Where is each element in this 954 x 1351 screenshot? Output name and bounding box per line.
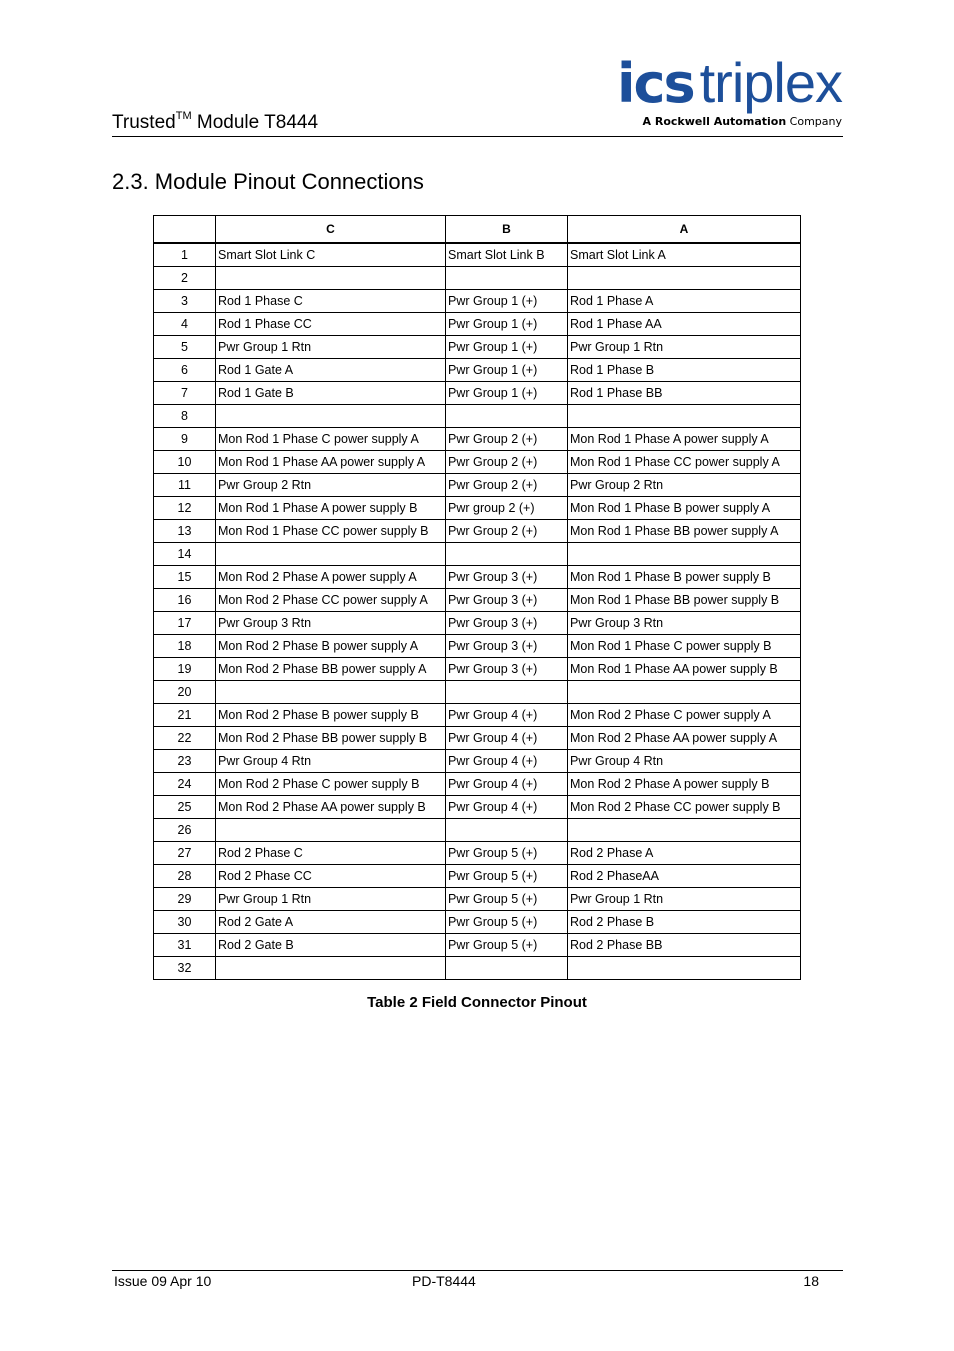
table-cell: Pwr Group 2 (+) [446,451,568,474]
table-cell [216,681,446,704]
table-cell: Mon Rod 1 Phase B power supply A [568,497,801,520]
table-row [154,865,801,888]
table-cell: Smart Slot Link A [568,243,801,267]
table-cell [568,957,801,980]
table-cell: Mon Rod 1 Phase BB power supply A [568,520,801,543]
table-cell: Rod 2 Phase B [568,911,801,934]
table-cell [446,405,568,428]
table-cell: Pwr Group 2 Rtn [568,474,801,497]
pin-number-cell: 9 [154,428,216,451]
pin-number-cell: 8 [154,405,216,428]
table-cell: Mon Rod 2 Phase A power supply A [216,566,446,589]
table-cell: Pwr Group 1 Rtn [216,888,446,911]
pin-number-cell: 2 [154,267,216,290]
pin-number-cell: 22 [154,727,216,750]
table-row [154,934,801,957]
table-cell: Pwr Group 3 Rtn [568,612,801,635]
table-row [154,589,801,612]
pin-number-cell: 5 [154,336,216,359]
table-cell: Rod 1 Phase A [568,290,801,313]
table-cell: Rod 1 Phase CC [216,313,446,336]
pin-number-cell: 23 [154,750,216,773]
table-cell [216,819,446,842]
table-cell [216,543,446,566]
pin-number-cell: 27 [154,842,216,865]
table-row [154,842,801,865]
pin-number-cell: 16 [154,589,216,612]
table-cell: Pwr Group 2 (+) [446,474,568,497]
table-cell [446,819,568,842]
table-cell: Pwr Group 3 Rtn [216,612,446,635]
table-row [154,428,801,451]
table-row [154,658,801,681]
table-cell: Mon Rod 1 Phase A power supply B [216,497,446,520]
table-cell: Mon Rod 2 Phase AA power supply A [568,727,801,750]
table-cell: Pwr Group 3 (+) [446,658,568,681]
table-body [154,243,801,980]
table-cell: Mon Rod 2 Phase CC power supply A [216,589,446,612]
table-cell: Pwr Group 2 (+) [446,428,568,451]
table-cell: Mon Rod 1 Phase AA power supply A [216,451,446,474]
pin-number-cell: 11 [154,474,216,497]
table-cell [568,543,801,566]
table-cell: Pwr Group 1 (+) [446,382,568,405]
logo-triplex: triplex [699,51,842,114]
table-cell: Rod 2 Gate A [216,911,446,934]
table-row [154,635,801,658]
table-row [154,474,801,497]
table-cell: Pwr Group 5 (+) [446,911,568,934]
pin-number-cell: 15 [154,566,216,589]
table-cell [446,681,568,704]
table-cell: Mon Rod 1 Phase C power supply B [568,635,801,658]
table-cell: Mon Rod 2 Phase BB power supply B [216,727,446,750]
table-row [154,681,801,704]
page-header [112,52,843,137]
table-cell: Pwr Group 5 (+) [446,865,568,888]
document-title [112,112,318,134]
logo-ics: ics [616,52,694,115]
pin-number-cell: 7 [154,382,216,405]
table-row [154,336,801,359]
pin-number-cell: 30 [154,911,216,934]
table-cell: Pwr Group 3 (+) [446,566,568,589]
table-row [154,382,801,405]
column-header: A [568,216,801,244]
table-cell: Pwr Group 4 Rtn [216,750,446,773]
table-cell [568,405,801,428]
table-cell: Rod 2 Phase CC [216,865,446,888]
pin-number-cell: 26 [154,819,216,842]
table-cell: Pwr Group 5 (+) [446,842,568,865]
table-row [154,773,801,796]
table-cell: Pwr Group 1 Rtn [216,336,446,359]
table-cell: Pwr Group 4 Rtn [568,750,801,773]
table-row [154,267,801,290]
logo-wordmark [616,51,842,115]
column-header: B [446,216,568,244]
table-cell: Pwr Group 1 (+) [446,313,568,336]
table-cell: Pwr Group 3 (+) [446,589,568,612]
table-row [154,451,801,474]
table-row [154,796,801,819]
table-cell: Pwr Group 4 (+) [446,727,568,750]
table-cell [446,957,568,980]
page-footer [112,1270,843,1293]
table-cell: Mon Rod 2 Phase A power supply B [568,773,801,796]
table-cell: Mon Rod 2 Phase AA power supply B [216,796,446,819]
footer-doc-id: PD-T8444 [412,1273,476,1289]
title-suffix: Module T8444 [191,112,319,133]
table-cell: Mon Rod 1 Phase A power supply A [568,428,801,451]
table-cell: Pwr Group 1 (+) [446,290,568,313]
footer-page-number: 18 [803,1273,819,1289]
table-cell: Pwr Group 4 (+) [446,704,568,727]
table-row [154,359,801,382]
table-cell: Pwr Group 1 Rtn [568,888,801,911]
table-cell: Mon Rod 1 Phase CC power supply B [216,520,446,543]
table-row [154,313,801,336]
table-cell: Mon Rod 2 Phase C power supply B [216,773,446,796]
pin-number-cell: 21 [154,704,216,727]
trademark-mark: TM [175,110,192,122]
table-cell: Pwr Group 3 (+) [446,612,568,635]
pin-number-cell: 32 [154,957,216,980]
table-cell: Pwr Group 5 (+) [446,888,568,911]
table-cell: Pwr group 2 (+) [446,497,568,520]
pin-number-cell: 3 [154,290,216,313]
logo-tagline-rest: Company [786,115,842,128]
logo-tagline [617,115,842,128]
title-prefix: Trusted [112,112,176,133]
pin-number-cell: 4 [154,313,216,336]
pin-number-cell: 13 [154,520,216,543]
table-cell: Mon Rod 2 Phase BB power supply A [216,658,446,681]
table-cell: Mon Rod 2 Phase C power supply A [568,704,801,727]
pin-number-cell: 29 [154,888,216,911]
table-cell: Rod 2 Phase BB [568,934,801,957]
table-cell: Mon Rod 2 Phase B power supply B [216,704,446,727]
pin-number-cell: 28 [154,865,216,888]
table-cell: Pwr Group 3 (+) [446,635,568,658]
table-cell: Pwr Group 4 (+) [446,750,568,773]
table-cell: Mon Rod 2 Phase CC power supply B [568,796,801,819]
pin-number-cell: 1 [154,243,216,267]
table-cell: Mon Rod 1 Phase B power supply B [568,566,801,589]
pin-number-cell: 18 [154,635,216,658]
table-cell: Mon Rod 2 Phase B power supply A [216,635,446,658]
pin-number-cell: 10 [154,451,216,474]
table-cell [568,267,801,290]
table-cell: Pwr Group 1 (+) [446,336,568,359]
table-cell: Pwr Group 1 (+) [446,359,568,382]
table-row [154,290,801,313]
table-cell: Rod 1 Gate B [216,382,446,405]
pinout-table [153,215,801,980]
table-cell: Pwr Group 4 (+) [446,796,568,819]
table-cell: Pwr Group 5 (+) [446,934,568,957]
table-cell [568,681,801,704]
table-cell: Rod 2 PhaseAA [568,865,801,888]
table-cell: Smart Slot Link B [446,243,568,267]
table-cell: Rod 2 Phase C [216,842,446,865]
table-cell: Smart Slot Link C [216,243,446,267]
table-cell: Mon Rod 1 Phase BB power supply B [568,589,801,612]
table-cell [216,957,446,980]
table-row [154,888,801,911]
table-row [154,704,801,727]
table-cell: Pwr Group 2 (+) [446,520,568,543]
table-caption: Table 2 Field Connector Pinout [367,994,587,1011]
table-row [154,243,801,267]
pin-number-cell: 12 [154,497,216,520]
table-cell: Pwr Group 4 (+) [446,773,568,796]
table-cell [216,267,446,290]
logo-tagline-bold: A Rockwell Automation [642,115,787,128]
table-cell: Rod 1 Phase C [216,290,446,313]
table-row [154,405,801,428]
pin-number-cell: 31 [154,934,216,957]
pin-number-cell: 14 [154,543,216,566]
column-header: C [216,216,446,244]
table-cell: Rod 2 Gate B [216,934,446,957]
table-cell: Rod 1 Phase AA [568,313,801,336]
table-cell: Rod 1 Gate A [216,359,446,382]
table-row [154,819,801,842]
table-cell [216,405,446,428]
table-header-row [154,216,801,244]
table-cell: Mon Rod 1 Phase AA power supply B [568,658,801,681]
section-title: 2.3. Module Pinout Connections [112,169,424,194]
table-cell [446,543,568,566]
table-row [154,750,801,773]
table-row [154,520,801,543]
pin-number-cell: 17 [154,612,216,635]
table-row [154,727,801,750]
table-row [154,957,801,980]
table-cell: Rod 1 Phase B [568,359,801,382]
table-row [154,497,801,520]
pin-number-cell: 20 [154,681,216,704]
table-cell [446,267,568,290]
footer-issue: Issue 09 Apr 10 [114,1273,212,1289]
column-header [154,216,216,244]
table-cell: Mon Rod 1 Phase C power supply A [216,428,446,451]
ics-triplex-logo [616,51,842,128]
table-cell: Pwr Group 2 Rtn [216,474,446,497]
pin-number-cell: 6 [154,359,216,382]
table-cell: Mon Rod 1 Phase CC power supply A [568,451,801,474]
table-row [154,911,801,934]
table-row [154,566,801,589]
pin-number-cell: 19 [154,658,216,681]
table-cell: Rod 1 Phase BB [568,382,801,405]
table-cell: Rod 2 Phase A [568,842,801,865]
table-cell [568,819,801,842]
pin-number-cell: 25 [154,796,216,819]
table-row [154,612,801,635]
table-row [154,543,801,566]
pin-number-cell: 24 [154,773,216,796]
table-cell: Pwr Group 1 Rtn [568,336,801,359]
